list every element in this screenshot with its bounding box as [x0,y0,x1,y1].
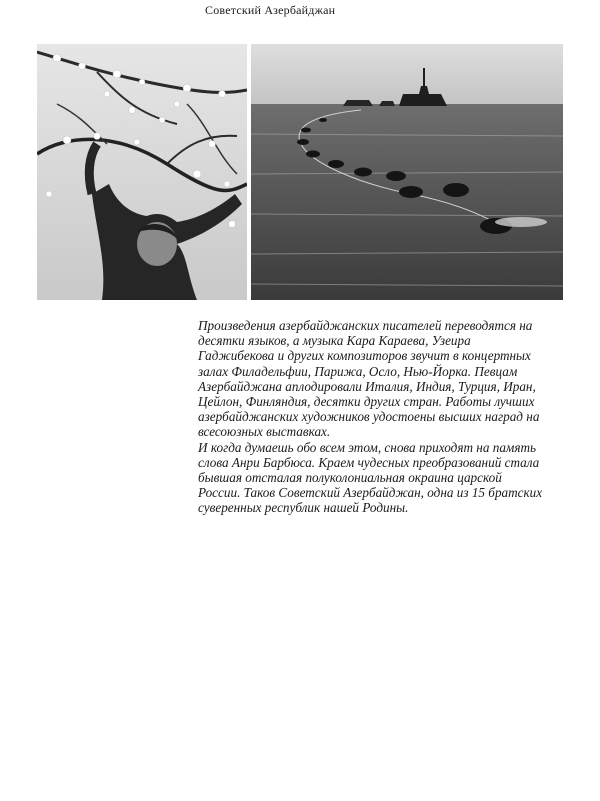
running-head: Советский Азербайджан [205,3,336,17]
article-paragraph-1: Произведения азербайджанских писателей переводятся на десятки языков, а музыка Кара Караева, Узеира Гаджибекова и других композиторов звучит в концертных залах Филадельфии, Парижа, Осло, Нью-Йорка. Певцам Азербайджана аплодировали Италия, Индия, Турция, Иран, Цейлон, Финляндия, десятки других стран. Работы лучших азербайджанских художников удостоены высших наград на всесоюзных выставках. [198,318,540,440]
sea-float-line-ships-photo-icon [251,44,563,300]
article-paragraph-2: И когда думаешь обо всем этом, снова приходят на память слова Анри Барбюса. Краем чудесных преобразований стала бывшая отсталая полуколониальная окраина царской России. Таков Советский Азербайджан, одна из 15 братских суверенных республик нашей Родины. [198,439,543,516]
article-body [198,318,543,516]
woman-blossom-branch-photo-icon [37,44,247,300]
photo-woman-blossoms [37,44,247,300]
photo-sea-floats [251,44,563,300]
